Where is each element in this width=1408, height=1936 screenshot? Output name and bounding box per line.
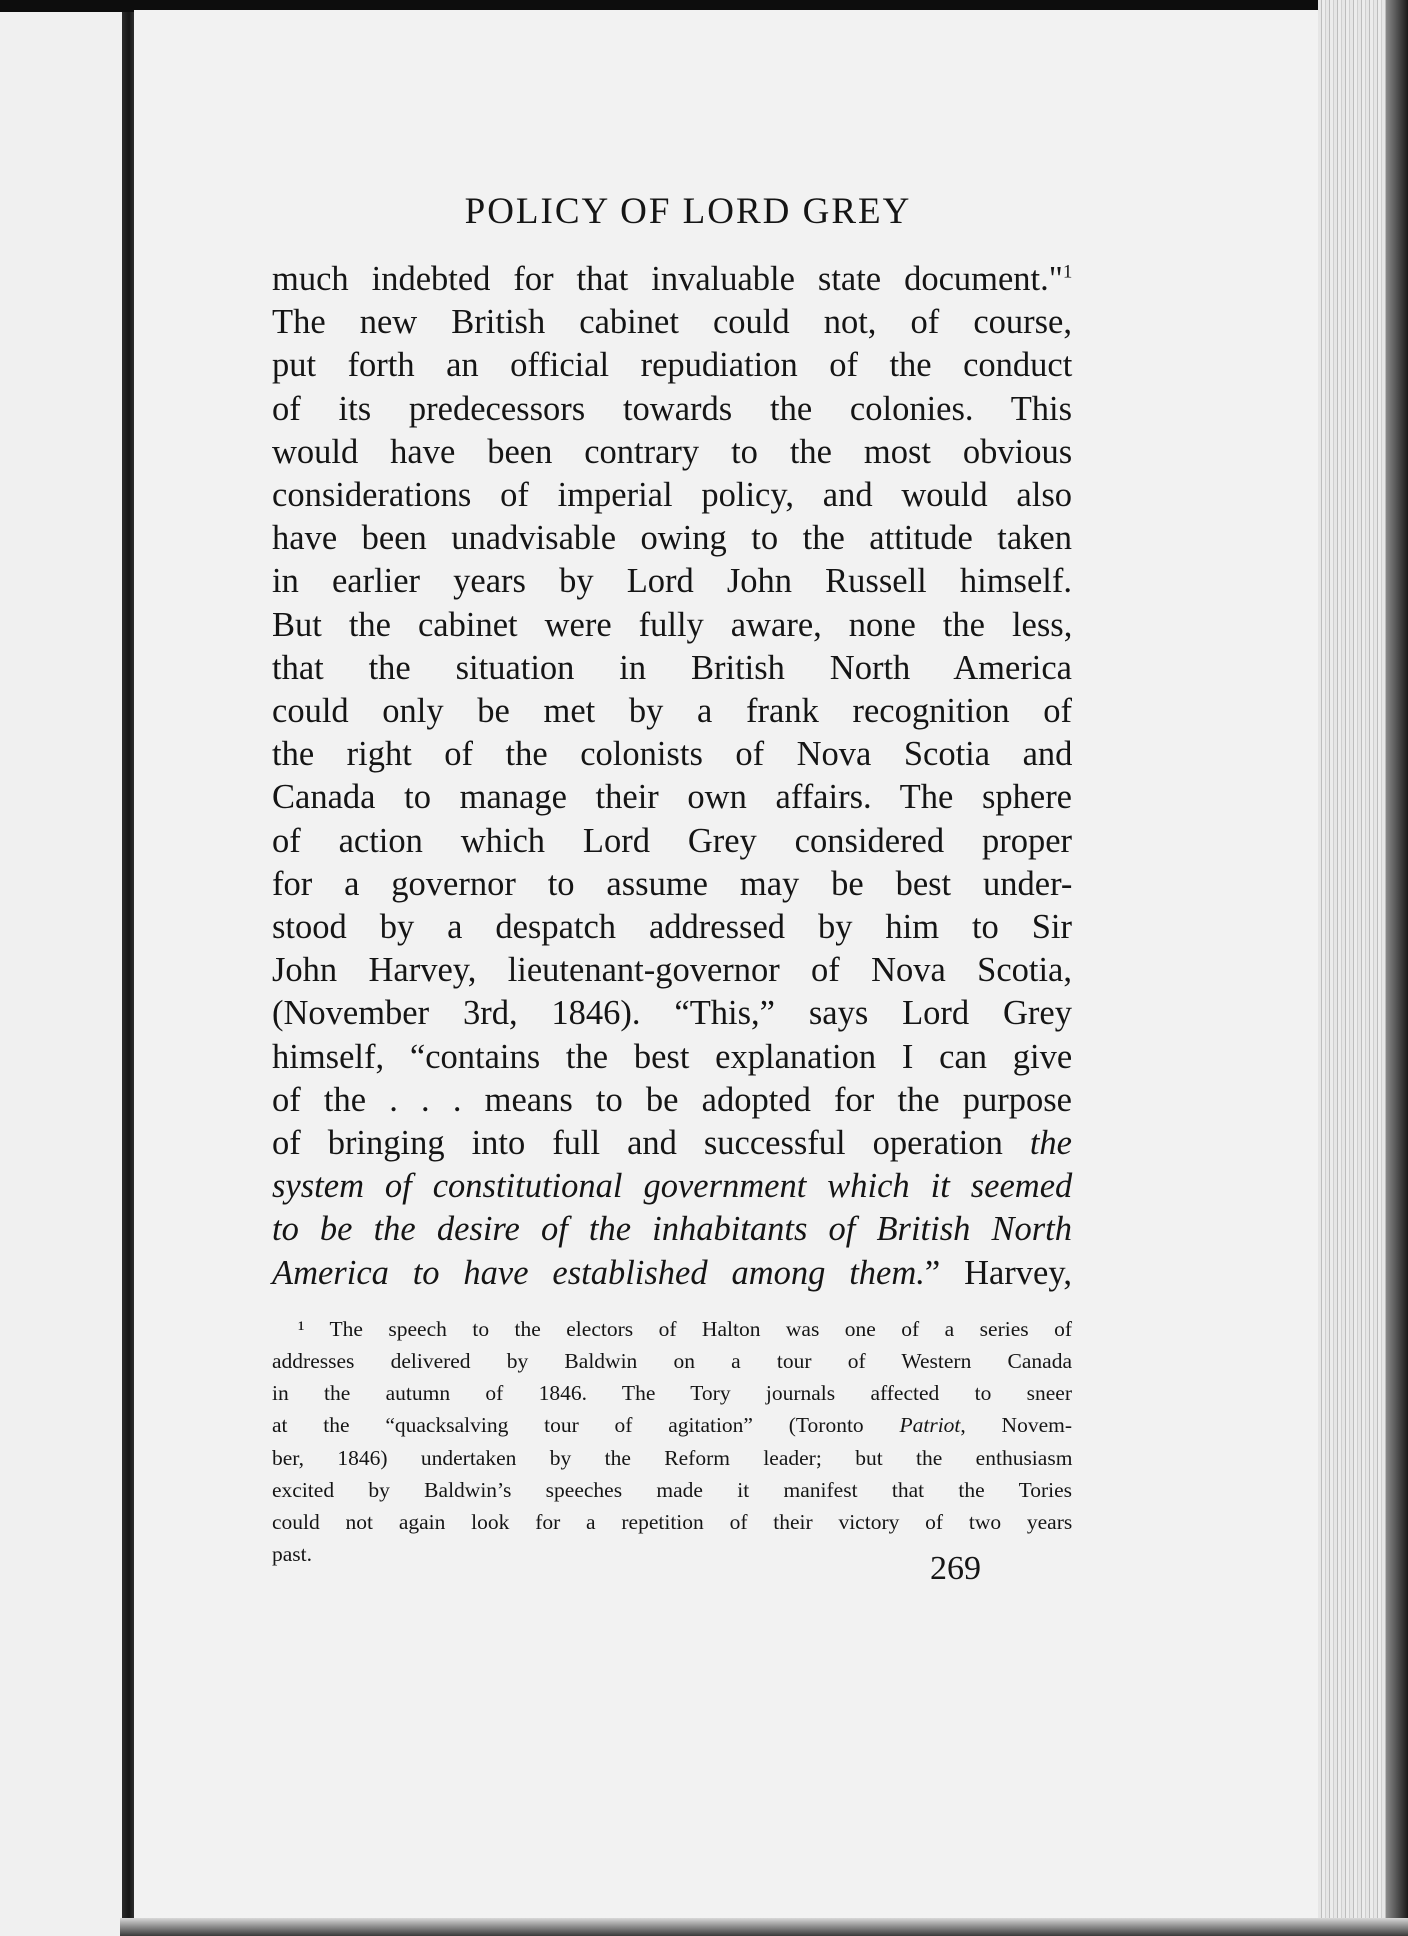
italic-text: America to have established among them. <box>272 1253 925 1292</box>
body-line <box>272 1122 1072 1165</box>
footnote-line-text: , Novem- <box>960 1413 1072 1438</box>
body-line: that the situation in British North America <box>272 648 1072 687</box>
body-line: But the cabinet were fully aware, none the less, <box>272 605 1073 644</box>
footnote-line: ber, 1846) undertaken by the Reform leader; but the enthusiasm <box>272 1445 1073 1470</box>
footnote-line: past. <box>272 1542 313 1567</box>
footnote-line: could not again look for a repetition of their victory of two years <box>272 1510 1073 1535</box>
previous-page-edge <box>0 12 124 1936</box>
body-line <box>272 1252 1072 1295</box>
body-line: himself, “contains the best explanation I can give <box>272 1037 1073 1076</box>
bottom-page-edge <box>120 1918 1408 1936</box>
body-line: Canada to manage their own affairs. The sphere <box>272 778 1072 817</box>
body-line-italic: to be the desire of the inhabitants of British North <box>272 1210 1072 1249</box>
text-block <box>272 190 1072 1571</box>
body-line: have been unadvisable owing to the attitude taken <box>272 519 1072 558</box>
running-head: POLICY OF LORD GREY <box>464 191 912 232</box>
footnote-line-text: at the “quacksalving tour of agitation” (Toronto <box>272 1413 900 1438</box>
body-line-text: of bringing into full and successful operation <box>272 1124 1030 1163</box>
page-number: 269 <box>930 1550 981 1587</box>
body-line: the right of the colonists of Nova Scotia and <box>272 735 1073 774</box>
body-line: for a governor to assume may be best under- <box>272 864 1073 903</box>
body-line: The new British cabinet could not, of course, <box>272 303 1072 342</box>
footnote-line: addresses delivered by Baldwin on a tour of Western Canada <box>272 1349 1072 1374</box>
footnote-line <box>272 1409 1072 1441</box>
italic-text: the <box>1029 1124 1072 1163</box>
footnote-reference: 1 <box>1062 261 1073 283</box>
body-line: of its predecessors towards the colonies. This <box>272 389 1073 428</box>
body-line: John Harvey, lieutenant-governor of Nova Scotia, <box>272 951 1072 990</box>
footnote <box>272 1313 1072 1571</box>
italic-text: Patriot <box>899 1413 961 1438</box>
body-line: of action which Lord Grey considered proper <box>272 821 1072 860</box>
body-line-italic: system of constitutional government which it seemed <box>272 1167 1073 1206</box>
body-line: (November 3rd, 1846). “This,” says Lord Grey <box>272 994 1072 1033</box>
footnote-line: ¹ The speech to the electors of Halton was one of a series of <box>298 1316 1072 1341</box>
body-line: put forth an official repudiation of the conduct <box>272 346 1073 385</box>
body-line: could only be met by a frank recognition of <box>272 692 1072 731</box>
body-line: considerations of imperial policy, and would also <box>272 476 1072 515</box>
body-line <box>272 258 1072 301</box>
body-line: stood by a despatch addressed by him to Sir <box>272 908 1072 947</box>
page-edges-shadow <box>1386 0 1408 1936</box>
body-line: in earlier years by Lord John Russell himself. <box>272 562 1072 601</box>
body-line-text: much indebted for that invaluable state document." <box>272 260 1063 298</box>
body-text <box>272 258 1072 1295</box>
body-line-text: ” Harvey, <box>924 1253 1072 1292</box>
body-line: would have been contrary to the most obvious <box>272 432 1073 471</box>
body-line: of the . . . means to be adopted for the purpose <box>272 1080 1072 1119</box>
footnote-line: in the autumn of 1846. The Tory journals affected to sneer <box>272 1381 1072 1406</box>
footnote-line: excited by Baldwin’s speeches made it manifest that the Tories <box>272 1477 1072 1502</box>
